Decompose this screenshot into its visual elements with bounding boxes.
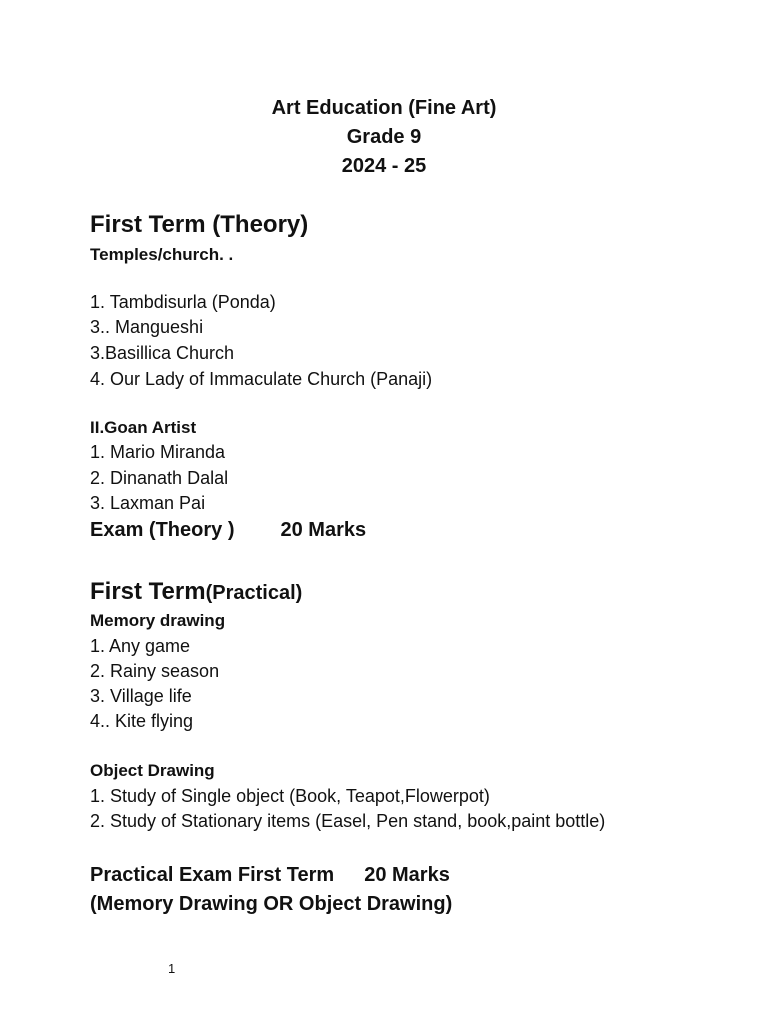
memory-item-1: 1. Any game <box>90 636 191 656</box>
artist-item-2: 2. Dinanath Dalal <box>90 468 229 488</box>
memory-item-4: 4.. Kite flying <box>90 711 194 731</box>
artists-heading: II.Goan Artist <box>90 418 197 437</box>
artist-item-1: 1. Mario Miranda <box>90 442 226 462</box>
object-item-2: 2. Study of Stationary items (Easel, Pen stand, book,paint bottle) <box>90 811 606 831</box>
theory-heading: First Term (Theory) <box>90 211 309 238</box>
practical-exam-marks: 20 Marks <box>364 864 450 886</box>
title-year: 2024 - 25 <box>341 155 427 177</box>
page-number: 1 <box>168 961 176 976</box>
temples-heading: Temples/church. . <box>90 245 234 264</box>
memory-item-2: 2. Rainy season <box>90 661 220 681</box>
practical-heading-sub: (Practical) <box>205 582 303 604</box>
temple-item-1: 1. Tambdisurla (Ponda) <box>90 292 276 312</box>
theory-exam-marks: 20 Marks <box>280 519 367 541</box>
document-title-block <box>0 94 768 181</box>
practical-exam-line <box>90 861 450 889</box>
temple-item-2: 3.. Mangueshi <box>90 317 204 337</box>
theory-exam-label: Exam (Theory ) <box>90 519 235 541</box>
title-grade: Grade 9 <box>346 126 422 148</box>
practical-exam-label: Practical Exam First Term <box>90 864 335 886</box>
artist-item-3: 3. Laxman Pai <box>90 493 206 513</box>
object-heading: Object Drawing <box>90 761 215 780</box>
object-item-1: 1. Study of Single object (Book, Teapot,Flowerpot) <box>90 786 490 806</box>
practical-exam-note: (Memory Drawing OR Object Drawing) <box>90 893 453 915</box>
memory-heading: Memory drawing <box>90 611 226 630</box>
practical-heading <box>90 577 302 608</box>
title-subject: Art Education (Fine Art) <box>271 97 497 119</box>
memory-item-3: 3. Village life <box>90 686 192 706</box>
practical-heading-main: First Term <box>90 578 206 605</box>
temple-item-3: 3.Basillica Church <box>90 343 235 363</box>
theory-exam-line <box>90 516 366 544</box>
temple-item-4: 4. Our Lady of Immaculate Church (Panaji) <box>90 369 433 389</box>
